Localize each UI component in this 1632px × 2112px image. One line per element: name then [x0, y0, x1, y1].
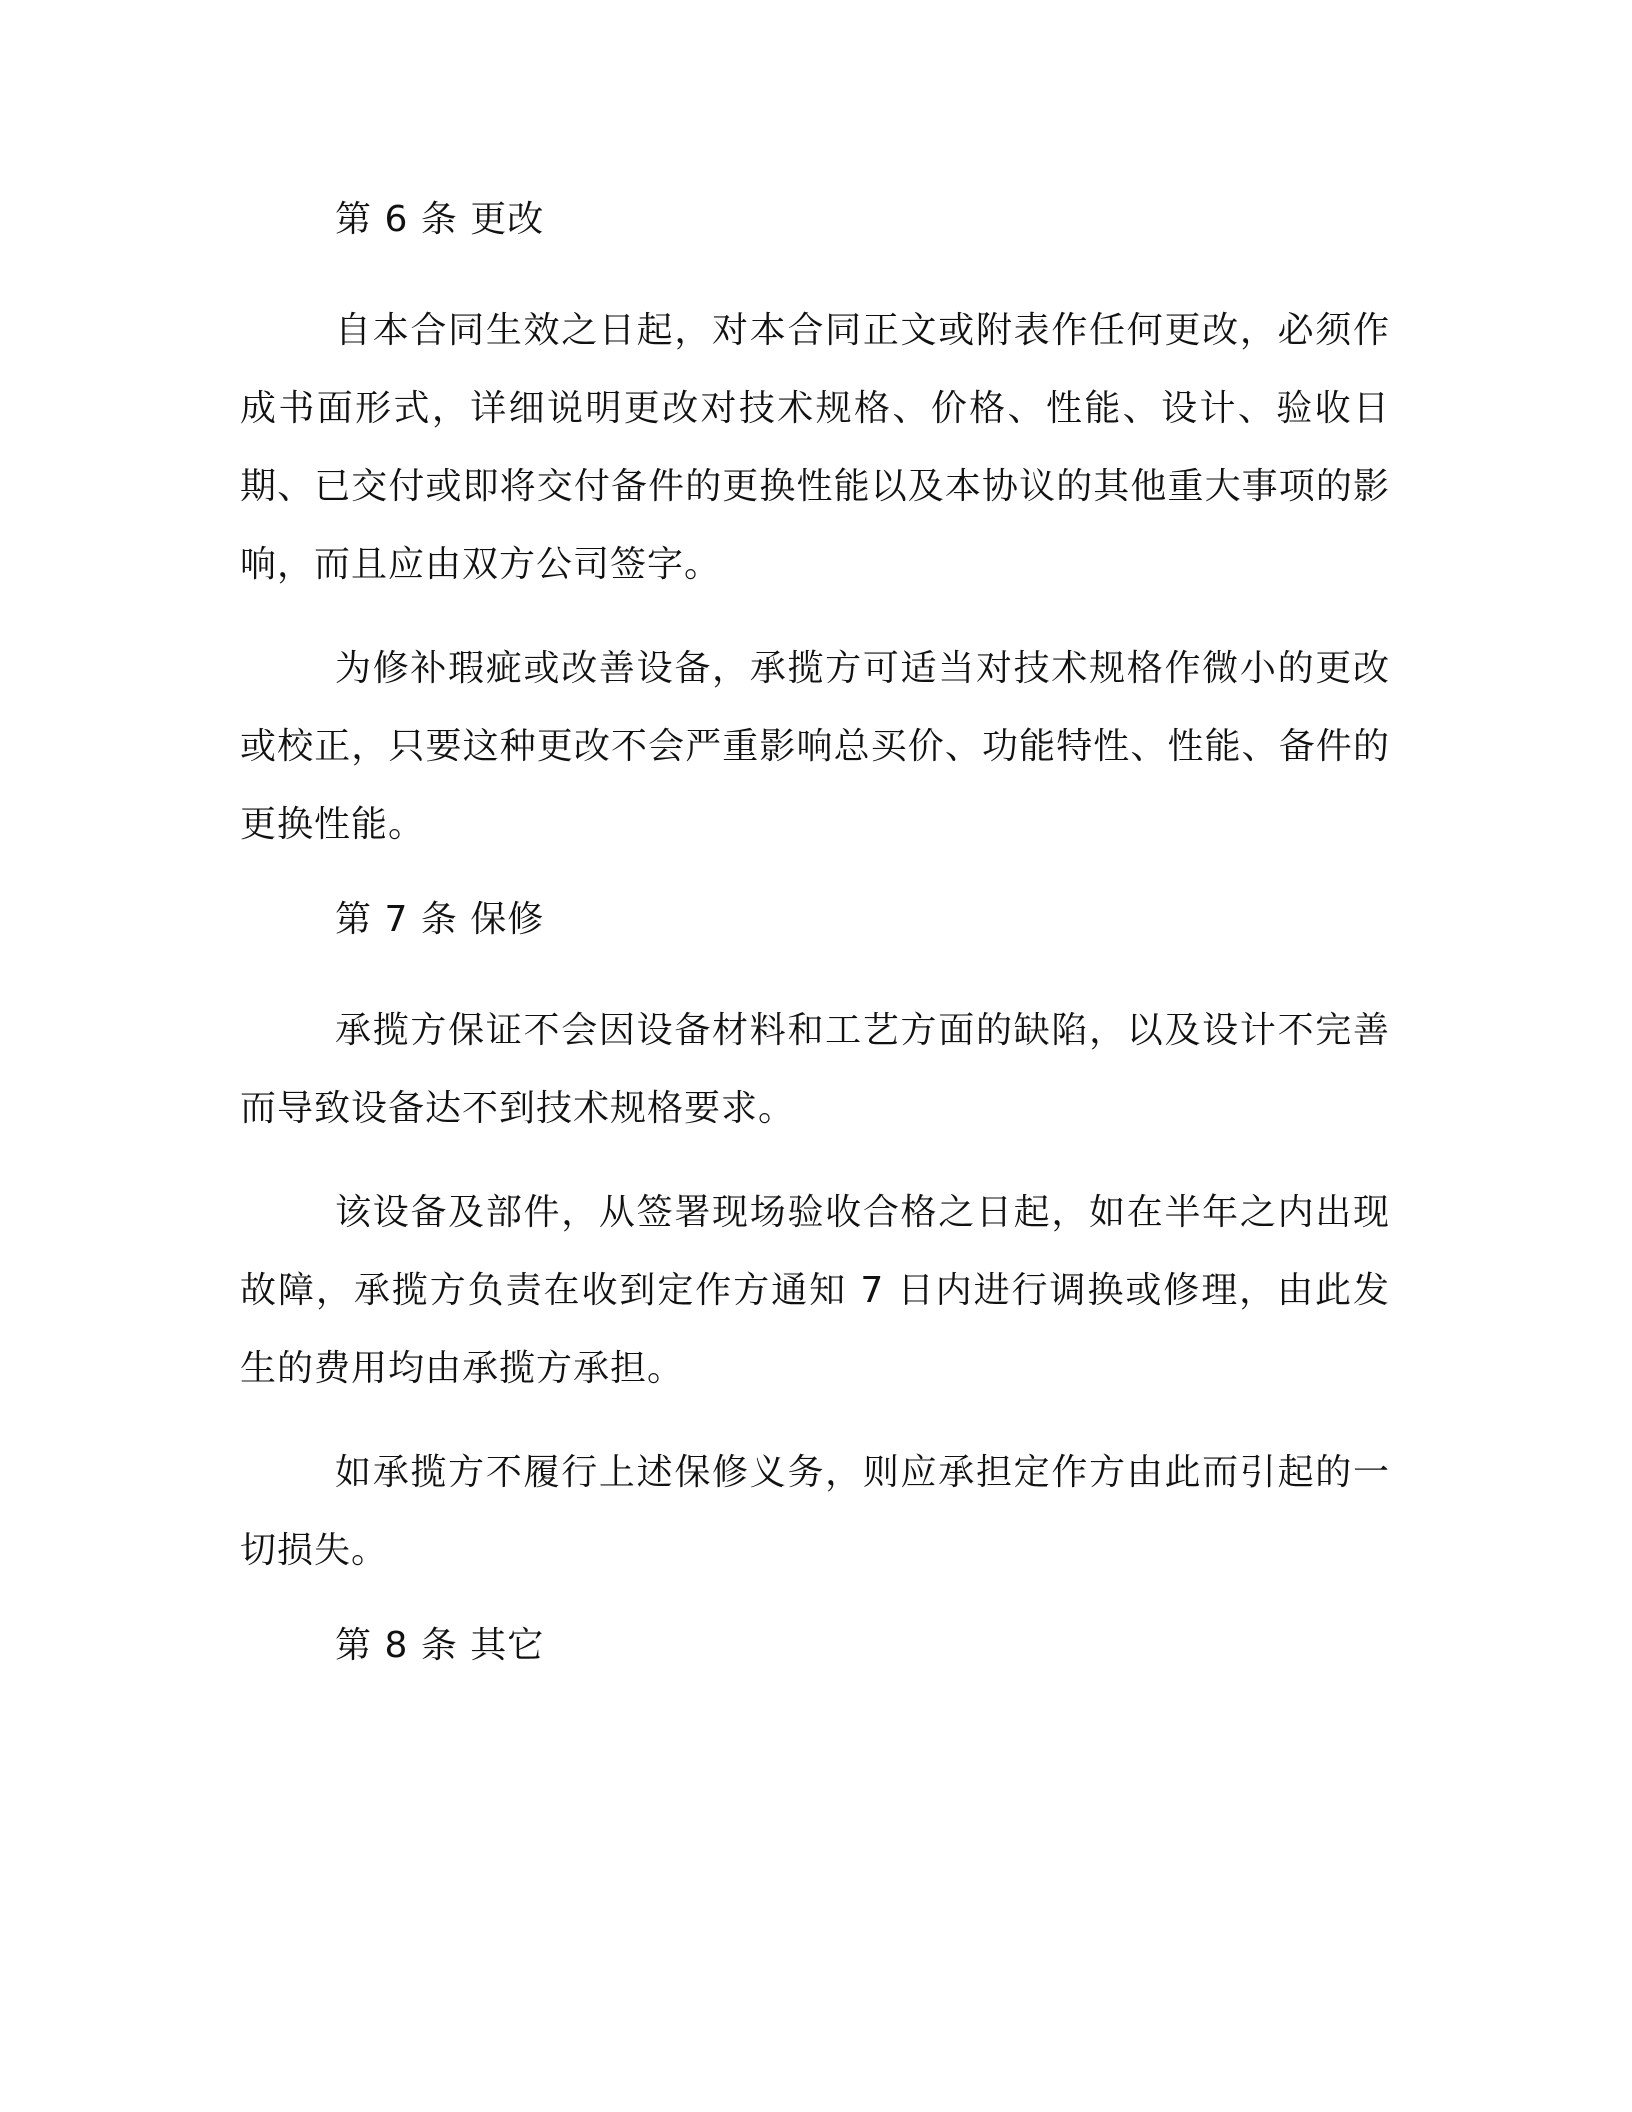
section-heading-article-7: 第 7 条 保修: [335, 899, 545, 940]
paragraph-article-7-2: 该设备及部件，从签署现场验收合格之日起，如在半年之内出现故障，承揽方负责在收到定作方通知 7 日内进行调换或修理，由此发生的费用均由承揽方承担。: [240, 1192, 1390, 1389]
paragraph-article-6-1: 自本合同生效之日起，对本合同正文或附表作任何更改，必须作成书面形式，详细说明更改对技术规格、价格、性能、设计、验收日期、已交付或即将交付备件的更换性能以及本协议的其他重大事项的影响，而且应由双方公司签字。: [240, 310, 1390, 585]
document-body: [240, 190, 1390, 1718]
paragraph-article-7-3: 如承揽方不履行上述保修义务，则应承担定作方由此而引起的一切损失。: [240, 1452, 1390, 1571]
section-heading-article-8: 第 8 条 其它: [335, 1625, 545, 1666]
paragraph-article-7-1: 承揽方保证不会因设备材料和工艺方面的缺陷，以及设计不完善而导致设备达不到技术规格要求。: [240, 1010, 1390, 1129]
section-heading-article-6: 第 6 条 更改: [335, 199, 545, 240]
paragraph-article-6-2: 为修补瑕疵或改善设备，承揽方可适当对技术规格作微小的更改或校正，只要这种更改不会严重影响总买价、功能特性、性能、备件的更换性能。: [240, 648, 1390, 845]
